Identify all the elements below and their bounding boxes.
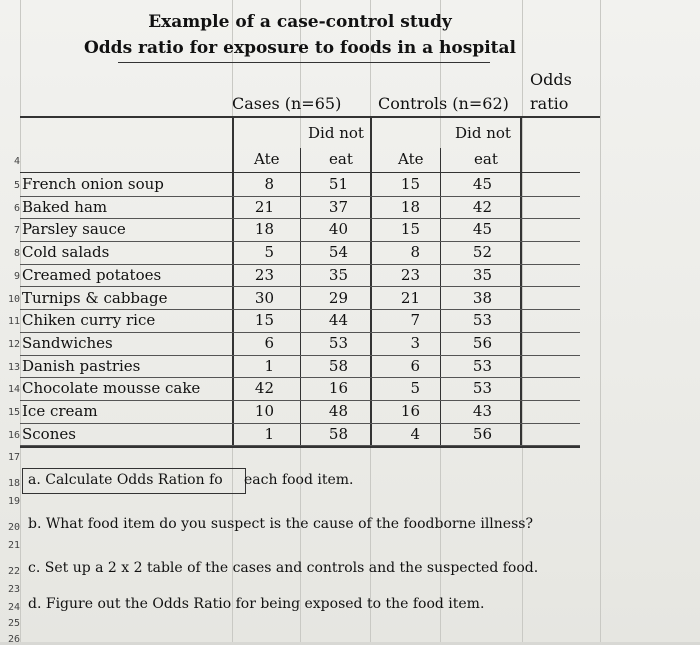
row-number: 23 (7, 584, 20, 595)
page-title: Example of a case-control study (148, 12, 452, 32)
food-name[interactable]: Chocolate mousse cake (22, 379, 201, 398)
food-name[interactable]: French onion soup (22, 175, 164, 193)
controls-did-not-header: Did not (455, 124, 511, 142)
cell-ctrl-ate[interactable]: 3 (410, 333, 420, 352)
table-bottom-border (20, 446, 580, 448)
cell-cases-ate[interactable]: 6 (264, 333, 274, 352)
row-number: 15 (7, 407, 20, 418)
row-number: 14 (7, 384, 20, 396)
ratio-header: ratio (530, 94, 569, 113)
cell-cases-ate[interactable]: 21 (254, 197, 274, 216)
cases-eat-header: eat (329, 150, 353, 168)
table-row (0, 378, 600, 401)
cell-cases-not[interactable]: 37 (328, 197, 348, 216)
cell-ctrl-not[interactable]: 43 (472, 402, 492, 420)
food-name[interactable]: Ice cream (22, 402, 98, 420)
cell-cases-not[interactable]: 16 (328, 379, 348, 398)
row-number: 20 (7, 522, 20, 533)
grid-line (600, 0, 601, 642)
table-row (0, 401, 600, 424)
title-underline (118, 62, 490, 63)
row-number: 24 (7, 602, 20, 613)
food-name[interactable]: Cold salads (22, 243, 110, 262)
row-number: 10 (7, 293, 20, 305)
table-row (0, 424, 600, 447)
cell-cases-ate[interactable]: 30 (254, 288, 274, 307)
row-number: 13 (7, 361, 20, 373)
page-subtitle: Odds ratio for exposure to foods in a hospital (83, 38, 517, 58)
food-name[interactable]: Parsley sauce (22, 220, 126, 239)
cell-cases-not[interactable]: 29 (328, 288, 348, 307)
cell-cases-ate[interactable]: 1 (264, 356, 274, 375)
cell-cases-ate[interactable]: 23 (254, 265, 274, 284)
row-number: 17 (7, 452, 20, 463)
controls-header: Controls (n=62) (378, 94, 509, 113)
table-row (0, 356, 600, 379)
row-number: 7 (13, 225, 20, 237)
cell-ctrl-ate[interactable]: 8 (410, 243, 420, 262)
cell-cases-not[interactable]: 35 (328, 265, 348, 284)
row-number: 11 (7, 316, 20, 328)
cell-ctrl-ate[interactable]: 16 (400, 402, 420, 420)
cell-cases-not[interactable]: 58 (328, 356, 348, 375)
cell-ctrl-not[interactable]: 35 (472, 265, 492, 284)
cell-ctrl-ate[interactable]: 15 (400, 175, 420, 193)
row-number: 19 (7, 496, 20, 507)
row-number: 8 (13, 248, 20, 260)
row-number: 5 (13, 180, 20, 191)
table-top-border (20, 116, 600, 118)
row-number: 21 (7, 540, 20, 551)
question-d: d. Figure out the Odds Ratio for being exposed to the food item. (28, 596, 485, 612)
cell-ctrl-not[interactable]: 53 (472, 379, 492, 398)
row-number: 4 (13, 156, 20, 167)
cell-cases-not[interactable]: 54 (328, 243, 348, 262)
cell-cases-ate[interactable]: 5 (264, 243, 274, 262)
cell-cases-not[interactable]: 53 (328, 333, 348, 352)
row-number: 22 (7, 566, 20, 577)
question-a: a. Calculate Odds Ration fo (28, 472, 223, 488)
cell-ctrl-not[interactable]: 38 (472, 288, 492, 307)
cell-ctrl-ate[interactable]: 18 (400, 197, 420, 216)
cell-ctrl-not[interactable]: 56 (472, 333, 492, 352)
cell-ctrl-ate[interactable]: 21 (400, 288, 420, 307)
row-number: 16 (7, 429, 20, 441)
cell-ctrl-ate[interactable]: 5 (410, 379, 420, 398)
question-c: c. Set up a 2 x 2 table of the cases and controls and the suspected food. (28, 560, 539, 576)
cases-did-not-header: Did not (308, 124, 364, 142)
cell-ctrl-ate[interactable]: 6 (410, 356, 420, 375)
cell-cases-not[interactable]: 48 (328, 402, 348, 420)
cell-cases-not[interactable]: 40 (328, 220, 348, 239)
food-name[interactable]: Sandwiches (22, 333, 113, 352)
cell-cases-ate[interactable]: 8 (264, 175, 274, 193)
table-row (0, 333, 600, 356)
cell-cases-not[interactable]: 51 (328, 175, 348, 193)
question-b: b. What food item do you suspect is the cause of the foodborne illness? (28, 516, 533, 532)
row-number: 6 (13, 202, 20, 214)
cell-ctrl-ate[interactable]: 23 (400, 265, 420, 284)
cell-ctrl-ate[interactable]: 7 (410, 311, 420, 330)
table-row (0, 310, 600, 333)
odds-header: Odds (530, 70, 572, 89)
cell-ctrl-not[interactable]: 42 (472, 197, 492, 216)
cell-ctrl-not[interactable]: 45 (472, 175, 492, 193)
food-name[interactable]: Chiken curry rice (22, 311, 156, 330)
cell-ctrl-not[interactable]: 53 (472, 356, 492, 375)
cases-ate-header: Ate (254, 150, 280, 168)
food-name[interactable]: Baked ham (22, 197, 108, 216)
cases-header: Cases (n=65) (232, 94, 342, 113)
cell-cases-not[interactable]: 44 (328, 311, 348, 330)
food-name[interactable]: Scones (22, 424, 76, 443)
table-row (0, 265, 600, 288)
row-number: 9 (13, 270, 20, 282)
cell-cases-ate[interactable]: 15 (254, 311, 274, 330)
cell-cases-ate[interactable]: 1 (264, 424, 274, 443)
cell-ctrl-not[interactable]: 53 (472, 311, 492, 330)
row-number: 25 (7, 618, 20, 629)
cell-cases-ate[interactable]: 10 (254, 402, 274, 420)
cell-ctrl-ate[interactable]: 4 (410, 424, 420, 443)
controls-ate-header: Ate (398, 150, 424, 168)
table-row (0, 288, 600, 311)
cell-ctrl-not[interactable]: 45 (472, 220, 492, 239)
controls-eat-header: eat (474, 150, 498, 168)
row-number: 18 (7, 478, 20, 489)
cell-cases-not[interactable]: 58 (328, 424, 348, 443)
cell-cases-ate[interactable]: 42 (254, 379, 274, 398)
food-name[interactable]: Danish pastries (22, 356, 141, 375)
cell-ctrl-not[interactable]: 52 (472, 243, 492, 262)
cell-ctrl-not[interactable]: 56 (472, 424, 492, 443)
row-number: 12 (7, 338, 20, 350)
table-row (0, 242, 600, 265)
food-name[interactable]: Turnips & cabbage (22, 288, 168, 307)
food-name[interactable]: Creamed potatoes (22, 265, 162, 284)
cell-cases-ate[interactable]: 18 (254, 220, 274, 239)
cell-ctrl-ate[interactable]: 15 (400, 220, 420, 239)
row-number: 26 (7, 634, 20, 645)
header-bottom-border (20, 172, 580, 173)
table-row (0, 219, 600, 242)
question-a-continued: each food item. (244, 472, 354, 488)
table-row (0, 197, 600, 220)
table-row (0, 174, 600, 197)
